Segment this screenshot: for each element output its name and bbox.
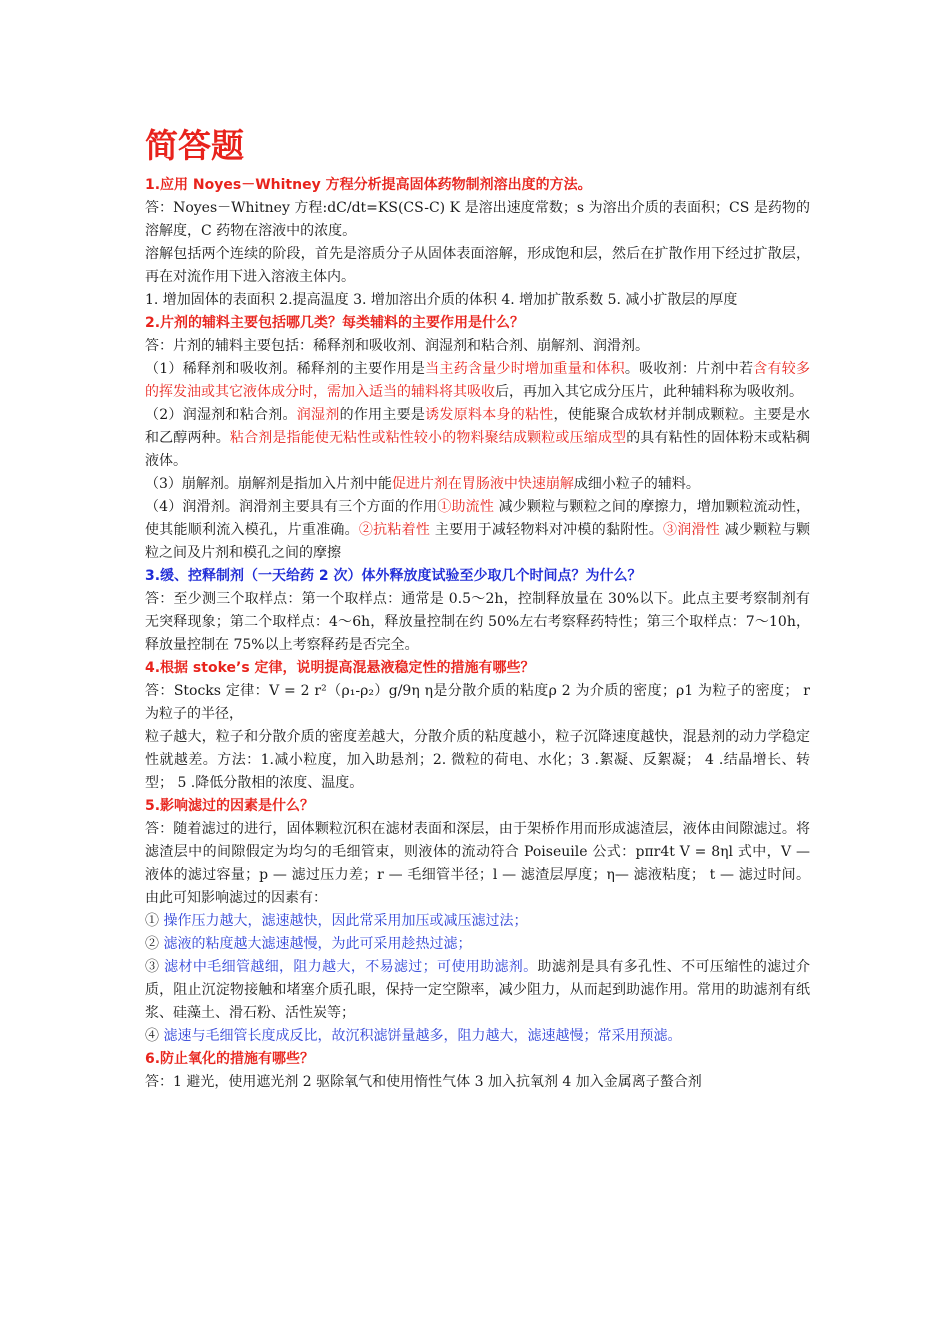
answer-paragraph — [145, 933, 810, 956]
highlighted-text: 诱发原料本身的粘性 — [425, 406, 554, 423]
highlighted-text: 滤液的粘度越大滤速越慢，为此可采用趁热过滤； — [163, 935, 472, 952]
answer-text: 的作用主要是 — [339, 406, 426, 423]
question-heading: 3.缓、控释制剂（一天给药 2 次）体外释放度试验至少取几个时间点？为什么？ — [145, 567, 642, 584]
document-content — [145, 122, 810, 1094]
answer-text: 。吸收剂：片剂中若 — [624, 360, 754, 377]
answer-text: 答：随着滤过的进行，固体颗粒沉积在滤材表面和深层，由于架桥作用而形成滤渣层，液体由间隙滤过。将滤渣层中的间隙假定为均匀的毛细管束，则液体的流动符合 Poiseuile 公式：pπr4t V = 8ηl 式中，V — 液体的滤过容量；p — 滤过压力差；r — 毛细管半径；l — 滤渣层厚度；η— 滤液粘度； t — 滤过时间。由此可知影响滤过的因素有： — [145, 820, 810, 906]
answer-paragraph — [145, 358, 810, 404]
highlighted-text: ②抗粘着性 — [358, 521, 431, 538]
answer-text: ① — [145, 912, 164, 929]
answer-paragraph — [145, 404, 810, 473]
answer-text: ④ — [145, 1027, 164, 1044]
answer-text: 答：片剂的辅料主要包括：稀释剂和吸收剂、润湿剂和粘合剂、崩解剂、润滑剂。 — [145, 337, 649, 354]
qa-section — [145, 1048, 810, 1094]
answer-text: 后，再加入其它成分压片，此种辅料称为吸收剂。 — [495, 383, 803, 400]
answer-paragraph — [145, 496, 810, 565]
question-heading: 6.防止氧化的措施有哪些？ — [145, 1050, 315, 1067]
answer-text: 助滤剂是具有多孔性、不可压缩性的滤过介质，阻止沉淀物接触和堵塞介质孔眼，保持一定空隙率，减少阻力，从而起到助滤作用。常用的助滤剂有纸浆、硅藻土、滑石粉、活性炭等； — [145, 958, 811, 1021]
qa-section — [145, 565, 810, 657]
question-heading: 5.影响滤过的因素是什么？ — [145, 797, 315, 814]
answer-paragraph — [145, 680, 810, 726]
answer-paragraph — [145, 726, 810, 795]
answer-text: 溶解包括两个连续的阶段，首先是溶质分子从固体表面溶解，形成饱和层，然后在扩散作用下经过扩散层，再在对流作用下进入溶液主体内。 — [145, 245, 810, 285]
answer-paragraph — [145, 473, 810, 496]
highlighted-text: 滤材中毛细管越细，阻力越大，不易滤过；可使用助滤剂。 — [164, 958, 538, 975]
qa-sections — [145, 174, 810, 1094]
highlighted-text: 滤速与毛细管长度成反比，故沉积滤饼量越多，阻力越大，滤速越慢；常采用预滤。 — [163, 1027, 682, 1044]
qa-section — [145, 795, 810, 1048]
answer-text: （3）崩解剂。崩解剂是指加入片剂中能 — [145, 475, 392, 492]
answer-text: 答：Noyes－Whitney 方程:dC/dt=KS(CS-C) K 是溶出速度常数；s 为溶出介质的表面积；CS 是药物的溶解度，C 药物在溶液中的浓度。 — [145, 199, 810, 239]
answer-text: ② — [145, 935, 164, 952]
answer-paragraph — [145, 956, 810, 1025]
answer-paragraph — [145, 1071, 810, 1094]
highlighted-text: 粘合剂是指能使无粘性或粘性较小的物料聚结成颗粒或压缩成型 — [229, 429, 627, 446]
answer-text: 粒子越大，粒子和分散介质的密度差越大，分散介质的粘度越小，粒子沉降速度越快，混悬剂的动力学稳定性就越差。方法：1.减小粒度，加入助悬剂；2. 微粒的荷电、水化；3 .絮凝、反絮凝； 4 .结晶增长、转型； 5 .降低分散相的浓度、温度。 — [145, 728, 810, 791]
answer-text: 1. 增加固体的表面积 2.提高温度 3. 增加溶出介质的体积 4. 增加扩散系数 5. 减小扩散层的厚度 — [145, 291, 738, 308]
answer-text: 减少颗粒与颗粒之间及片剂和模孔之间的摩擦 — [145, 521, 811, 561]
qa-section — [145, 657, 810, 795]
highlighted-text: ③润滑性 — [662, 521, 721, 538]
qa-section — [145, 312, 810, 565]
answer-text: 减少颗粒与颗粒之间的摩擦力，增加颗粒流动性，使其能顺利流入模孔，片重准确。 — [145, 498, 811, 538]
question-heading: 2.片剂的辅料主要包括哪几类？每类辅料的主要作用是什么？ — [145, 314, 525, 331]
answer-text: （2）润湿剂和粘合剂。 — [145, 406, 297, 423]
question-heading: 4.根据 stoke’s 定律，说明提高混悬液稳定性的措施有哪些？ — [145, 659, 535, 676]
answer-text: （4）润滑剂。润滑剂主要具有三个方面的作用 — [145, 498, 438, 515]
question-heading: 1.应用 Noyes－Whitney 方程分析提高固体药物制剂溶出度的方法。 — [145, 176, 592, 193]
qa-section — [145, 174, 810, 312]
answer-text: 答：1 避光，使用遮光剂 2 驱除氧气和使用惰性气体 3 加入抗氧剂 4 加入金属离子螯合剂 — [145, 1073, 702, 1090]
answer-text: ③ — [145, 958, 165, 975]
answer-text: 主要用于减轻物料对冲模的黏附性。 — [430, 521, 663, 538]
answer-paragraph — [145, 910, 810, 933]
highlighted-text: 润湿剂 — [296, 406, 340, 423]
answer-text: 答：Stocks 定律：V = 2 r²（ρ₁-ρ₂）g/9η η是分散介质的粘度ρ 2 为介质的密度；ρ1 为粒子的密度； r 为粒子的半径， — [145, 682, 810, 722]
answer-paragraph — [145, 335, 810, 358]
highlighted-text: 操作压力越大，滤速越快，因此常采用加压或减压滤过法； — [163, 912, 528, 929]
answer-paragraph — [145, 1025, 810, 1048]
highlighted-text: 当主药含量少时增加重量和体积 — [425, 360, 625, 377]
answer-paragraph — [145, 289, 810, 312]
answer-text: （1）稀释剂和吸收剂。稀释剂的主要作用是 — [145, 360, 426, 377]
answer-paragraph — [145, 818, 810, 910]
answer-text: ，使能聚合成软材并制成颗粒。主要是水和乙醇两种。 — [145, 406, 811, 446]
answer-text: 答：至少测三个取样点：第一个取样点：通常是 0.5～2h，控制释放量在 30%以下。此点主要考察制剂有无突释现象；第二个取样点：4～6h，释放量控制在约 50%左右考察释药特性；第三个取样点：7～10h，释放量控制在 75%以上考察释药是否完全。 — [145, 590, 810, 653]
answer-text: 的具有粘性的固体粉末或粘稠液体。 — [145, 429, 811, 469]
highlighted-text: ①助流性 — [437, 498, 494, 515]
answer-paragraph — [145, 197, 810, 243]
highlighted-text: 促进片剂在胃肠液中快速崩解 — [391, 475, 574, 492]
highlighted-text: 含有较多的挥发油或其它液体成分时，需加入适当的辅料将其吸收 — [145, 360, 811, 400]
answer-paragraph — [145, 588, 810, 657]
answer-text: 成细小粒子的辅料。 — [573, 475, 700, 492]
page-title: 简答题 — [145, 126, 244, 165]
answer-paragraph — [145, 243, 810, 289]
